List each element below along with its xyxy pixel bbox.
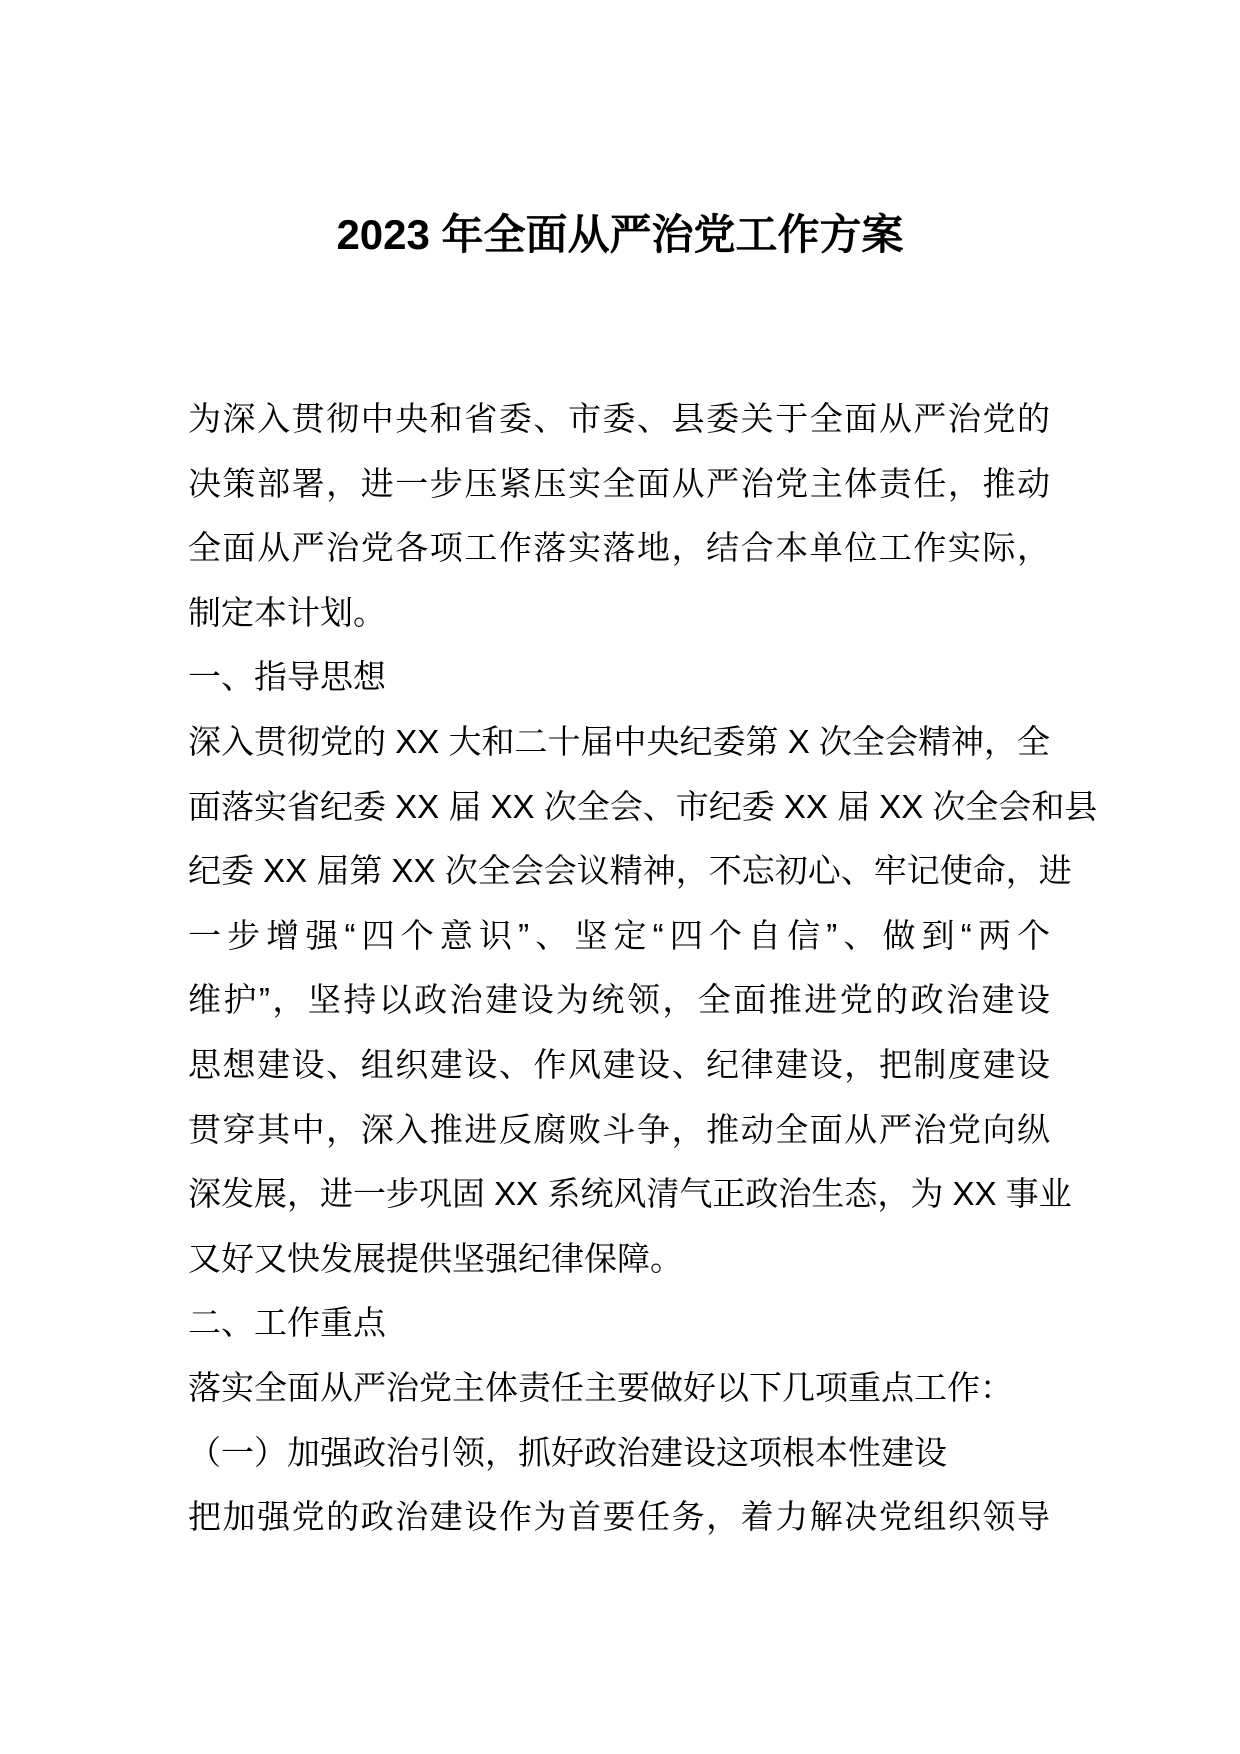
section2-heading: 二、工作重点 xyxy=(188,1304,386,1342)
section1-line: 又好又快发展提供坚强纪律保障。 xyxy=(188,1239,683,1277)
section1-line: 贯穿其中，深入推进反腐败斗争，推动全面从严治党向纵 xyxy=(188,1110,1050,1148)
section1-line: 面落实省纪委 XX 届 XX 次全会、市纪委 XX 届 XX 次全会和县 xyxy=(188,787,1098,825)
section1-line: 思想建设、组织建设、作风建设、纪律建设，把制度建设 xyxy=(188,1045,1050,1083)
section1-line: 纪委 XX 届第 XX 次全会会议精神，不忘初心、牢记使命，进 xyxy=(188,852,1072,890)
document-title: 2023 年全面从严治党工作方案 xyxy=(336,211,904,258)
intro-line: 全面从严治党各项工作落实落地，结合本单位工作实际， xyxy=(188,529,1050,567)
section1-line: 深发展，进一步巩固 XX 系统风清气正政治生态，为 XX 事业 xyxy=(188,1175,1072,1213)
intro-paragraph xyxy=(188,387,1050,645)
document-body xyxy=(188,387,1098,1550)
intro-line: 为深入贯彻中央和省委、市委、县委关于全面从严治党的 xyxy=(188,400,1050,437)
intro-line: 决策部署，进一步压紧压实全面从严治党主体责任，推动 xyxy=(188,464,1050,502)
section2-intro: 落实全面从严治党主体责任主要做好以下几项重点工作： xyxy=(188,1368,1013,1406)
section1-line: 一步增强“四个意识”、坚定“四个自信”、做到“两个 xyxy=(188,916,1050,954)
intro-line: 制定本计划。 xyxy=(188,593,386,631)
section1-heading: 一、指导思想 xyxy=(188,658,386,696)
section1-paragraph xyxy=(188,710,1098,1291)
subsection1-heading: （一）加强政治引领，抓好政治建设这项根本性建设 xyxy=(188,1433,947,1471)
subsection1-paragraph xyxy=(188,1485,1050,1550)
subsection1-line: 把加强党的政治建设作为首要任务，着力解决党组织领导 xyxy=(188,1498,1050,1536)
section1-line: 深入贯彻党的 XX 大和二十届中央纪委第 X 次全会精神，全 xyxy=(188,722,1050,760)
section1-line: 维护”，坚持以政治建设为统领，全面推进党的政治建设 xyxy=(188,981,1050,1019)
